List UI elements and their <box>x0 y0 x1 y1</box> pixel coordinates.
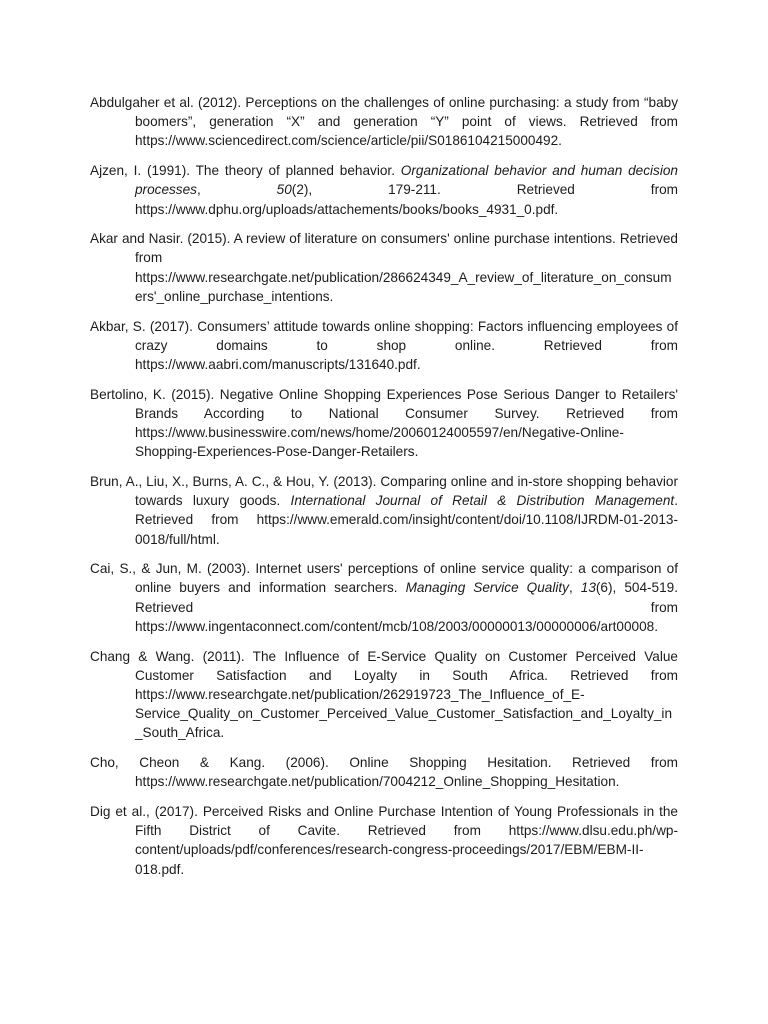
reference-entry <box>90 472 678 549</box>
reference-entry <box>90 229 678 306</box>
reference-entry <box>90 559 678 636</box>
reference-journal: Managing Service Quality <box>405 580 569 596</box>
reference-text: Ajzen, I. (1991). The theory of planned behavior. <box>90 163 401 179</box>
reference-entry <box>90 161 678 219</box>
reference-text: . Retrieved from https://www.emerald.com/insight/content/doi/10.1108/IJRDM-01-2013-0018/full/html. <box>135 493 678 547</box>
reference-text: Bertolino, K. (2015). Negative Online Shopping Experiences Pose Serious Danger to Retailers' Brands According to National Consumer Survey. Retrieved from https://www.businesswire.com/news/home/20060124005597/en/Negative-Online-Shopping-Experiences-Pose-Danger-Retailers. <box>90 386 678 460</box>
reference-text: Abdulgaher et al. (2012). Perceptions on the challenges of online purchasing: a study from “baby boomers”, generation “X” and generation “Y” point of views. Retrieved from https://www.sciencedirect.com/science/article/pii/S0186104215000492. <box>90 95 678 149</box>
reference-entry <box>90 385 678 462</box>
reference-entry <box>90 802 678 879</box>
reference-text: Chang & Wang. (2011). The Influence of E-Service Quality on Customer Perceived Value Customer Satisfaction and Loyalty in South Africa. Retrieved from https://www.researchgate.net/publication/262919723_The_Influence_of_E-Service_Quality_on_Customer_Perceived_Value_Customer_Satisfaction_and_Loyalty_in_South_Africa. <box>90 648 678 741</box>
reference-text: , <box>568 580 581 596</box>
reference-entry <box>90 317 678 375</box>
reference-text: Brun, A., Liu, X., Burns, A. C., & Hou, Y. (2013). Comparing online and in-store shopping behavior towards luxury goods. <box>90 473 678 509</box>
reference-journal: Organizational behavior and human decision processes <box>135 163 678 198</box>
reference-text: Cai, S., & Jun, M. (2003). Internet users' perceptions of online service quality: a comparison of online buyers and information searchers. <box>90 561 678 596</box>
reference-text: Cho, Cheon & Kang. (2006). Online Shopping Hesitation. Retrieved from https://www.researchgate.net/publication/7004212_Online_Shopping_Hesitation. <box>90 755 678 790</box>
reference-list <box>90 93 678 879</box>
reference-text: Akar and Nasir. (2015). A review of literature on consumers' online purchase intentions. Retrieved from https://www.researchgate.net/publication/286624349_A_review_of_literature_on_consumers'_online_purchase_intentions. <box>90 231 678 304</box>
reference-volume: 13 <box>580 580 596 596</box>
reference-journal: International Journal of Retail & Distribution Management <box>290 493 675 509</box>
reference-text: (6), 504-519. Retrieved from https://www.ingentaconnect.com/content/mcb/108/2003/00000013/00000006/art00008. <box>135 580 678 634</box>
reference-entry <box>90 753 678 791</box>
reference-text: , <box>196 182 277 198</box>
reference-entry <box>90 647 678 743</box>
reference-text: (2), 179-211. Retrieved from https://www.dphu.org/uploads/attachements/books/books_4931_0.pdf. <box>135 182 678 217</box>
reference-text: Dig et al., (2017). Perceived Risks and Online Purchase Intention of Young Professionals in the Fifth District of Cavite. Retrieved from https://www.dlsu.edu.ph/wp-content/uploads/pdf/conferences/research-congress-proceedings/2017/EBM/EBM-II-018.pdf. <box>90 804 678 877</box>
reference-text: Akbar, S. (2017). Consumers’ attitude towards online shopping: Factors influencing employees of crazy domains to shop online. Retrieved from https://www.aabri.com/manuscripts/131640.pdf. <box>90 318 678 372</box>
reference-entry <box>90 93 678 151</box>
reference-volume: 50 <box>276 182 292 198</box>
